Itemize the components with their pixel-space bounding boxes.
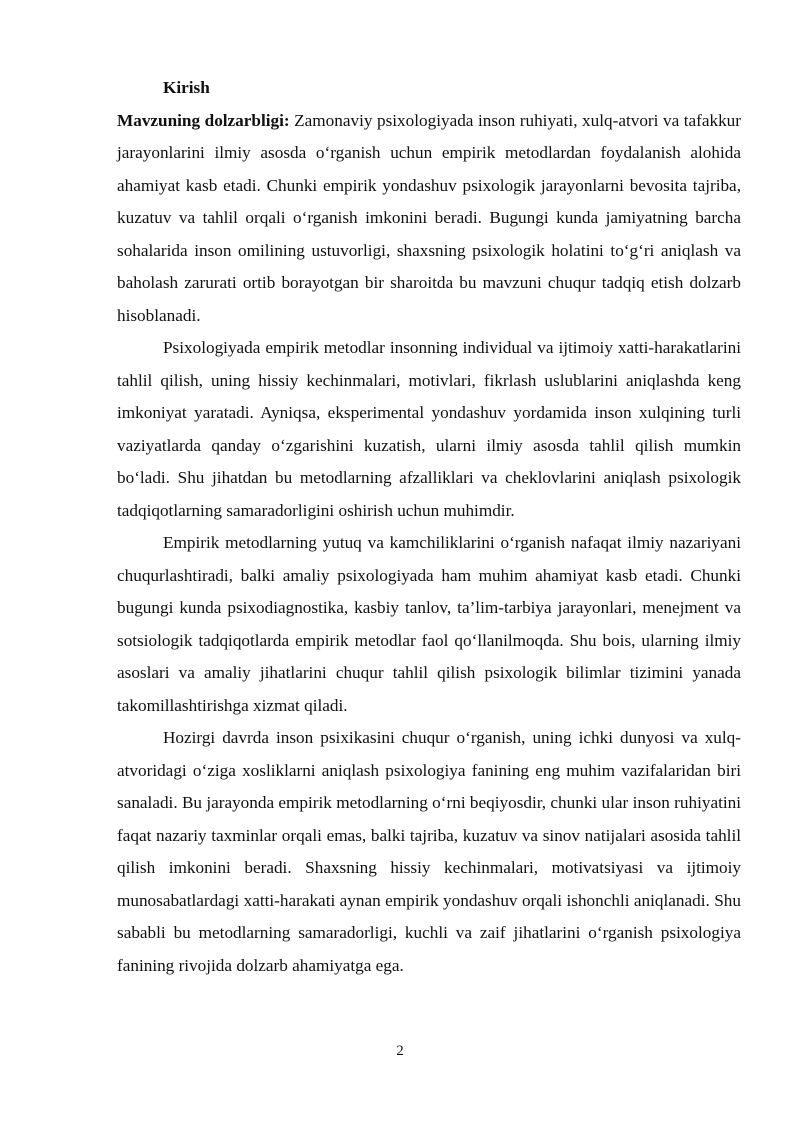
body-paragraph: Psixologiyada empirik metodlar insonning individual va ijtimoiy xatti-harakatlarini tahlil qilish, uning hissiy kechinmalari, motivlari, fikrlash uslublarini aniqlashda keng imkoniyat yaratadi. Ayniqsa, eksperimental yondashuv yordamida inson xulqining turli vaziyatlarda qanday o‘zgarishini kuzatish, ularni ilmiy asosda tahlil qilish mumkin bo‘ladi. Shu jihatdan bu metodlarning afzalliklari va cheklovlarini aniqlash psixologik tadqiqotlarning samaradorligini oshirish uchun muhimdir.	[117, 338, 741, 520]
document-page	[117, 72, 741, 982]
section-heading: Kirish	[163, 78, 210, 97]
intro-paragraph-text: Zamonaviy psixologiyada inson ruhiyati, xulq-atvori va tafakkur jarayonlarini ilmiy asosda o‘rganish uchun empirik metodlardan foydalanish alohida ahamiyat kasb etadi. Chunki empirik yondashuv psixologik jarayonlarni bevosita tajriba, kuzatuv va tahlil orqali o‘rganish imkonini beradi. Bugungi kunda jamiyatning barcha sohalarida inson omilining ustuvorligi, shaxsning psixologik holatini to‘g‘ri aniqlash va baholash zarurati ortib borayotgan bir sharoitda bu mavzuni chuqur tadqiq etish dolzarb hisoblanadi.	[117, 110, 741, 325]
body-paragraph: Hozirgi davrda inson psixikasini chuqur o‘rganish, uning ichki dunyosi va xulq-atvoridagi o‘ziga xosliklarni aniqlash psixologiya fanining eng muhim vazifalaridan biri sanaladi. Bu jarayonda empirik metodlarning o‘rni beqiyosdir, chunki ular inson ruhiyatini faqat nazariy taxminlar orqali emas, balki tajriba, kuzatuv va sinov natijalari asosida tahlil qilish imkonini beradi. Shaxsning hissiy kechinmalari, motivatsiyasi va ijtimoiy munosabatlardagi xatti-harakati aynan empirik yondashuv orqali ishonchli aniqlanadi. Shu sababli bu metodlarning samaradorligi, kuchli va zaif jihatlarini o‘rganish psixologiya fanining rivojida dolzarb ahamiyatga ega.	[117, 728, 741, 975]
intro-lead-label: Mavzuning dolzarbligi:	[117, 110, 290, 130]
intro-paragraph	[117, 105, 741, 333]
page-number: 2	[396, 1043, 404, 1059]
body-paragraph: Empirik metodlarning yutuq va kamchiliklarini o‘rganish nafaqat ilmiy nazariyani chuqurlashtiradi, balki amaliy psixologiyada ham muhim ahamiyat kasb etadi. Chunki bugungi kunda psixodiagnostika, kasbiy tanlov, ta’lim-tarbiya jarayonlari, menejment va sotsiologik tadqiqotlarda empirik metodlar faol qo‘llanilmoqda. Shu bois, ularning ilmiy asoslari va amaliy jihatlarini chuqur tahlil qilish psixologik bilimlar tizimini yanada takomillashtirishga xizmat qiladi.	[117, 533, 741, 715]
